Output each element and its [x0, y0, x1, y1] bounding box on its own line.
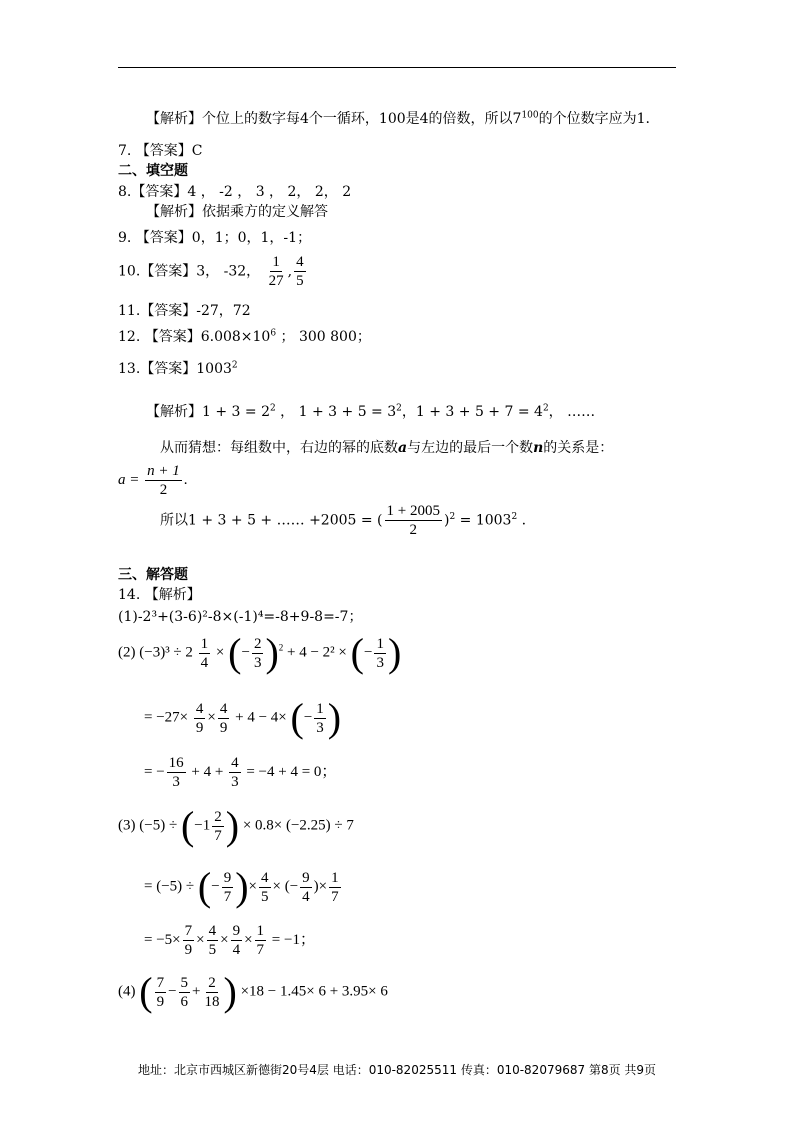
superscript: 2 — [269, 403, 276, 414]
fraction — [374, 635, 386, 672]
numerator: 4 — [195, 700, 204, 717]
numerator: 9 — [223, 869, 232, 886]
solution-2-step-2: = −27× $\frac{4}{9}$ × $\frac{4}{9}$ + 4 − 4× (− $\frac{1}{3}$ ) — [144, 695, 342, 740]
superscript: 6 — [270, 328, 277, 339]
denominator: 3 — [316, 719, 324, 736]
denominator: 2 — [409, 522, 418, 538]
paren: ( — [139, 969, 153, 1014]
denominator: 18 — [204, 993, 220, 1010]
fraction — [385, 502, 442, 539]
text: 从而猜想：每组数中，右边的幂的底数 — [160, 440, 398, 456]
text: ； 300 800； — [276, 329, 371, 345]
denominator: 9 — [219, 719, 228, 736]
denominator: 9 — [195, 719, 204, 736]
numerator: 9 — [302, 869, 310, 886]
paren: ) — [265, 630, 279, 675]
text: × — [196, 931, 205, 948]
text: 的个位数字应为1. — [538, 111, 650, 127]
superscript: 2 — [396, 403, 402, 414]
numerator: 1 — [331, 869, 339, 886]
solution-2-step-1: (2) (−3)³ ÷ 2 $\frac{1}{4}$ × (− $\frac{2}{3}$ )$^2$ + 4 − 2² × (− $\frac{1}{3}$ ) — [118, 630, 402, 675]
denominator: 3 — [231, 774, 239, 790]
answer-8: 8.【答案】4 ， -2 ， 3 ， 2， 2， 2 — [118, 184, 352, 200]
text: ，1 + 3 + 5 + 7 = 4 — [401, 404, 543, 420]
fraction — [155, 974, 167, 1011]
text: = −5× — [144, 931, 181, 948]
numerator: 2 — [214, 808, 222, 825]
text: ×18 − 1.45× 6 + 3.95× 6 — [240, 983, 388, 1000]
denominator: 5 — [208, 942, 217, 958]
text: (3) (−5) ÷ — [118, 817, 178, 834]
numerator: 1 — [272, 254, 280, 270]
paren: ( — [228, 630, 242, 675]
text: = − — [144, 763, 165, 780]
superscript: 2 — [278, 642, 284, 653]
text: + 4 − 2² × — [287, 644, 347, 661]
denominator: 27 — [268, 273, 284, 289]
fraction — [231, 922, 243, 959]
superscript: 2 — [542, 403, 549, 414]
text: . — [183, 471, 188, 488]
numerator: 1 — [376, 635, 384, 652]
paren: ( — [180, 803, 195, 848]
fraction — [199, 635, 211, 672]
paren: ( — [197, 864, 212, 909]
text: × 0.8× (−2.25) ÷ 7 — [242, 817, 354, 834]
numerator: 4 — [231, 755, 239, 771]
numerator: 5 — [180, 974, 189, 991]
fraction — [218, 700, 230, 737]
analysis-13-formula — [118, 462, 188, 499]
fraction — [145, 462, 182, 499]
solution-4-step-1 — [118, 969, 388, 1014]
denominator: 7 — [256, 942, 265, 958]
paren: ) — [327, 695, 342, 740]
numerator: n + 1 — [147, 463, 180, 479]
numerator: 1 — [256, 923, 265, 939]
fraction — [259, 869, 271, 906]
analysis-13-c — [160, 502, 526, 539]
denominator: 7 — [223, 888, 232, 905]
fraction — [179, 974, 191, 1011]
answer-9: 9. 【答案】0，1；0，1，-1； — [118, 230, 312, 246]
paren: ) — [235, 864, 249, 909]
text: × — [244, 931, 253, 948]
fraction — [222, 869, 234, 906]
fraction — [267, 253, 286, 290]
numerator: 1 — [200, 635, 209, 652]
text: 的关系是： — [543, 440, 614, 456]
denominator: 5 — [296, 273, 304, 289]
text: 与左边的最后一个数 — [407, 440, 534, 456]
superscript: 2 — [231, 360, 238, 371]
answer-7: 7. 【答案】C — [118, 143, 203, 159]
fraction — [252, 635, 264, 672]
denominator: 3 — [172, 774, 180, 790]
denominator: 4 — [302, 888, 310, 905]
analysis-13-a — [146, 403, 595, 421]
variable: a — [398, 440, 408, 456]
text: ) — [444, 512, 450, 529]
text: ， …… — [548, 404, 596, 420]
text: . — [517, 512, 527, 529]
denominator: 7 — [331, 888, 339, 905]
fraction — [212, 808, 224, 845]
solution-2-step-3 — [144, 754, 336, 791]
text-line-analysis-6 — [146, 110, 650, 128]
section-heading-fill-blank: 二、填空题 — [118, 163, 188, 179]
text: × — [215, 644, 225, 661]
numerator: 2 — [253, 635, 262, 652]
denominator: 9 — [156, 993, 165, 1010]
denominator: 3 — [376, 654, 384, 671]
fraction — [194, 700, 206, 737]
text: 所以1 + 3 + 5 + …… +2005 = ( — [160, 512, 383, 529]
text: (4) — [118, 983, 136, 1000]
numerator: 1 — [316, 700, 324, 717]
solution-3-step-1 — [118, 803, 354, 848]
numerator: 7 — [156, 974, 165, 991]
text: × — [220, 931, 229, 948]
text: × — [248, 878, 257, 895]
variable: n — [533, 440, 544, 456]
answer-12 — [118, 328, 371, 346]
numerator: 9 — [232, 923, 241, 939]
answer-13 — [118, 360, 238, 378]
text: (2) (−3)³ ÷ 2 — [118, 644, 193, 661]
header-rule — [118, 67, 676, 68]
page-footer: 地址：北京市西城区新德街20号4层 电话：010-82025511 传真：010-82079687 第8页 共9页 — [137, 1063, 657, 1077]
text: 【解析】1 + 3 = 2 — [146, 404, 270, 420]
fraction — [229, 754, 241, 791]
text: 【解析】个位上的数字每4个一循环，100是4的倍数，所以7 — [146, 111, 522, 127]
text: = (−5) ÷ — [144, 878, 195, 895]
numerator: 4 — [208, 923, 217, 939]
solution-3-step-2: = (−5) ÷ (− $\frac{9}{7}$ )× $\frac{4}{5}$ × (− $\frac{9}{4}$ )× $\frac{1}{7}$ — [144, 864, 339, 909]
denominator: 4 — [232, 942, 241, 958]
text: )× — [313, 878, 328, 895]
answer-10 — [118, 253, 308, 290]
text: ， 1 + 3 + 5 = 3 — [275, 404, 397, 420]
answer-14: 14. 【解析】 — [118, 587, 201, 603]
text: + — [192, 983, 201, 1000]
fraction — [203, 974, 222, 1011]
superscript: 100 — [521, 110, 539, 121]
denominator: 7 — [214, 827, 222, 844]
fraction — [329, 869, 341, 906]
fraction — [300, 869, 312, 906]
analysis-13-b — [160, 439, 613, 457]
paren: ) — [387, 630, 402, 675]
paren: ) — [225, 803, 240, 848]
fraction — [207, 922, 219, 959]
text: 13.【答案】1003 — [118, 361, 232, 377]
solution-3-step-3 — [144, 922, 315, 959]
answer-11: 11.【答案】-27，72 — [118, 303, 251, 319]
solution-1: (1)-2³+(3-6)²-8×(-1)⁴=-8+9-8=-7； — [118, 609, 363, 625]
denominator: 4 — [200, 654, 209, 671]
fraction — [183, 922, 195, 959]
text: × (− — [272, 878, 299, 895]
denominator: 2 — [159, 482, 168, 498]
numerator: 7 — [184, 923, 193, 939]
fraction — [294, 253, 306, 290]
text: = −27× — [144, 709, 189, 726]
paren: ( — [350, 630, 364, 675]
superscript: 2 — [449, 511, 456, 522]
text: = −4 + 4 = 0； — [246, 763, 337, 780]
text: × — [207, 709, 216, 726]
superscript: 2 — [511, 511, 518, 522]
numerator: 1 + 2005 — [386, 503, 440, 519]
numerator: 2 — [208, 974, 216, 991]
paren: ) — [223, 969, 237, 1014]
text: 10.【答案】3， -32， — [118, 263, 261, 280]
paren: ( — [290, 695, 304, 740]
fraction — [255, 922, 267, 959]
numerator: 4 — [296, 254, 304, 270]
text: 12. 【答案】6.008×10 — [118, 329, 271, 345]
numerator: 4 — [219, 700, 228, 717]
denominator: 5 — [261, 888, 269, 905]
text: + 4 + — [191, 763, 224, 780]
numerator: 16 — [168, 755, 184, 771]
text: −1 — [194, 817, 211, 834]
text: a = — [118, 471, 140, 488]
fraction — [314, 700, 326, 737]
denominator: 3 — [253, 654, 262, 671]
section-heading-solve: 三、解答题 — [118, 567, 188, 583]
text: , — [287, 263, 293, 280]
analysis-8: 【解析】依据乘方的定义解答 — [146, 204, 328, 220]
text: = 1003 — [455, 512, 512, 529]
denominator: 6 — [180, 993, 189, 1010]
numerator: 4 — [261, 869, 269, 886]
text: + 4 − 4× — [235, 709, 287, 726]
fraction — [167, 754, 186, 791]
denominator: 9 — [184, 942, 193, 958]
text: = −1； — [271, 931, 315, 948]
text: − — [168, 983, 177, 1000]
